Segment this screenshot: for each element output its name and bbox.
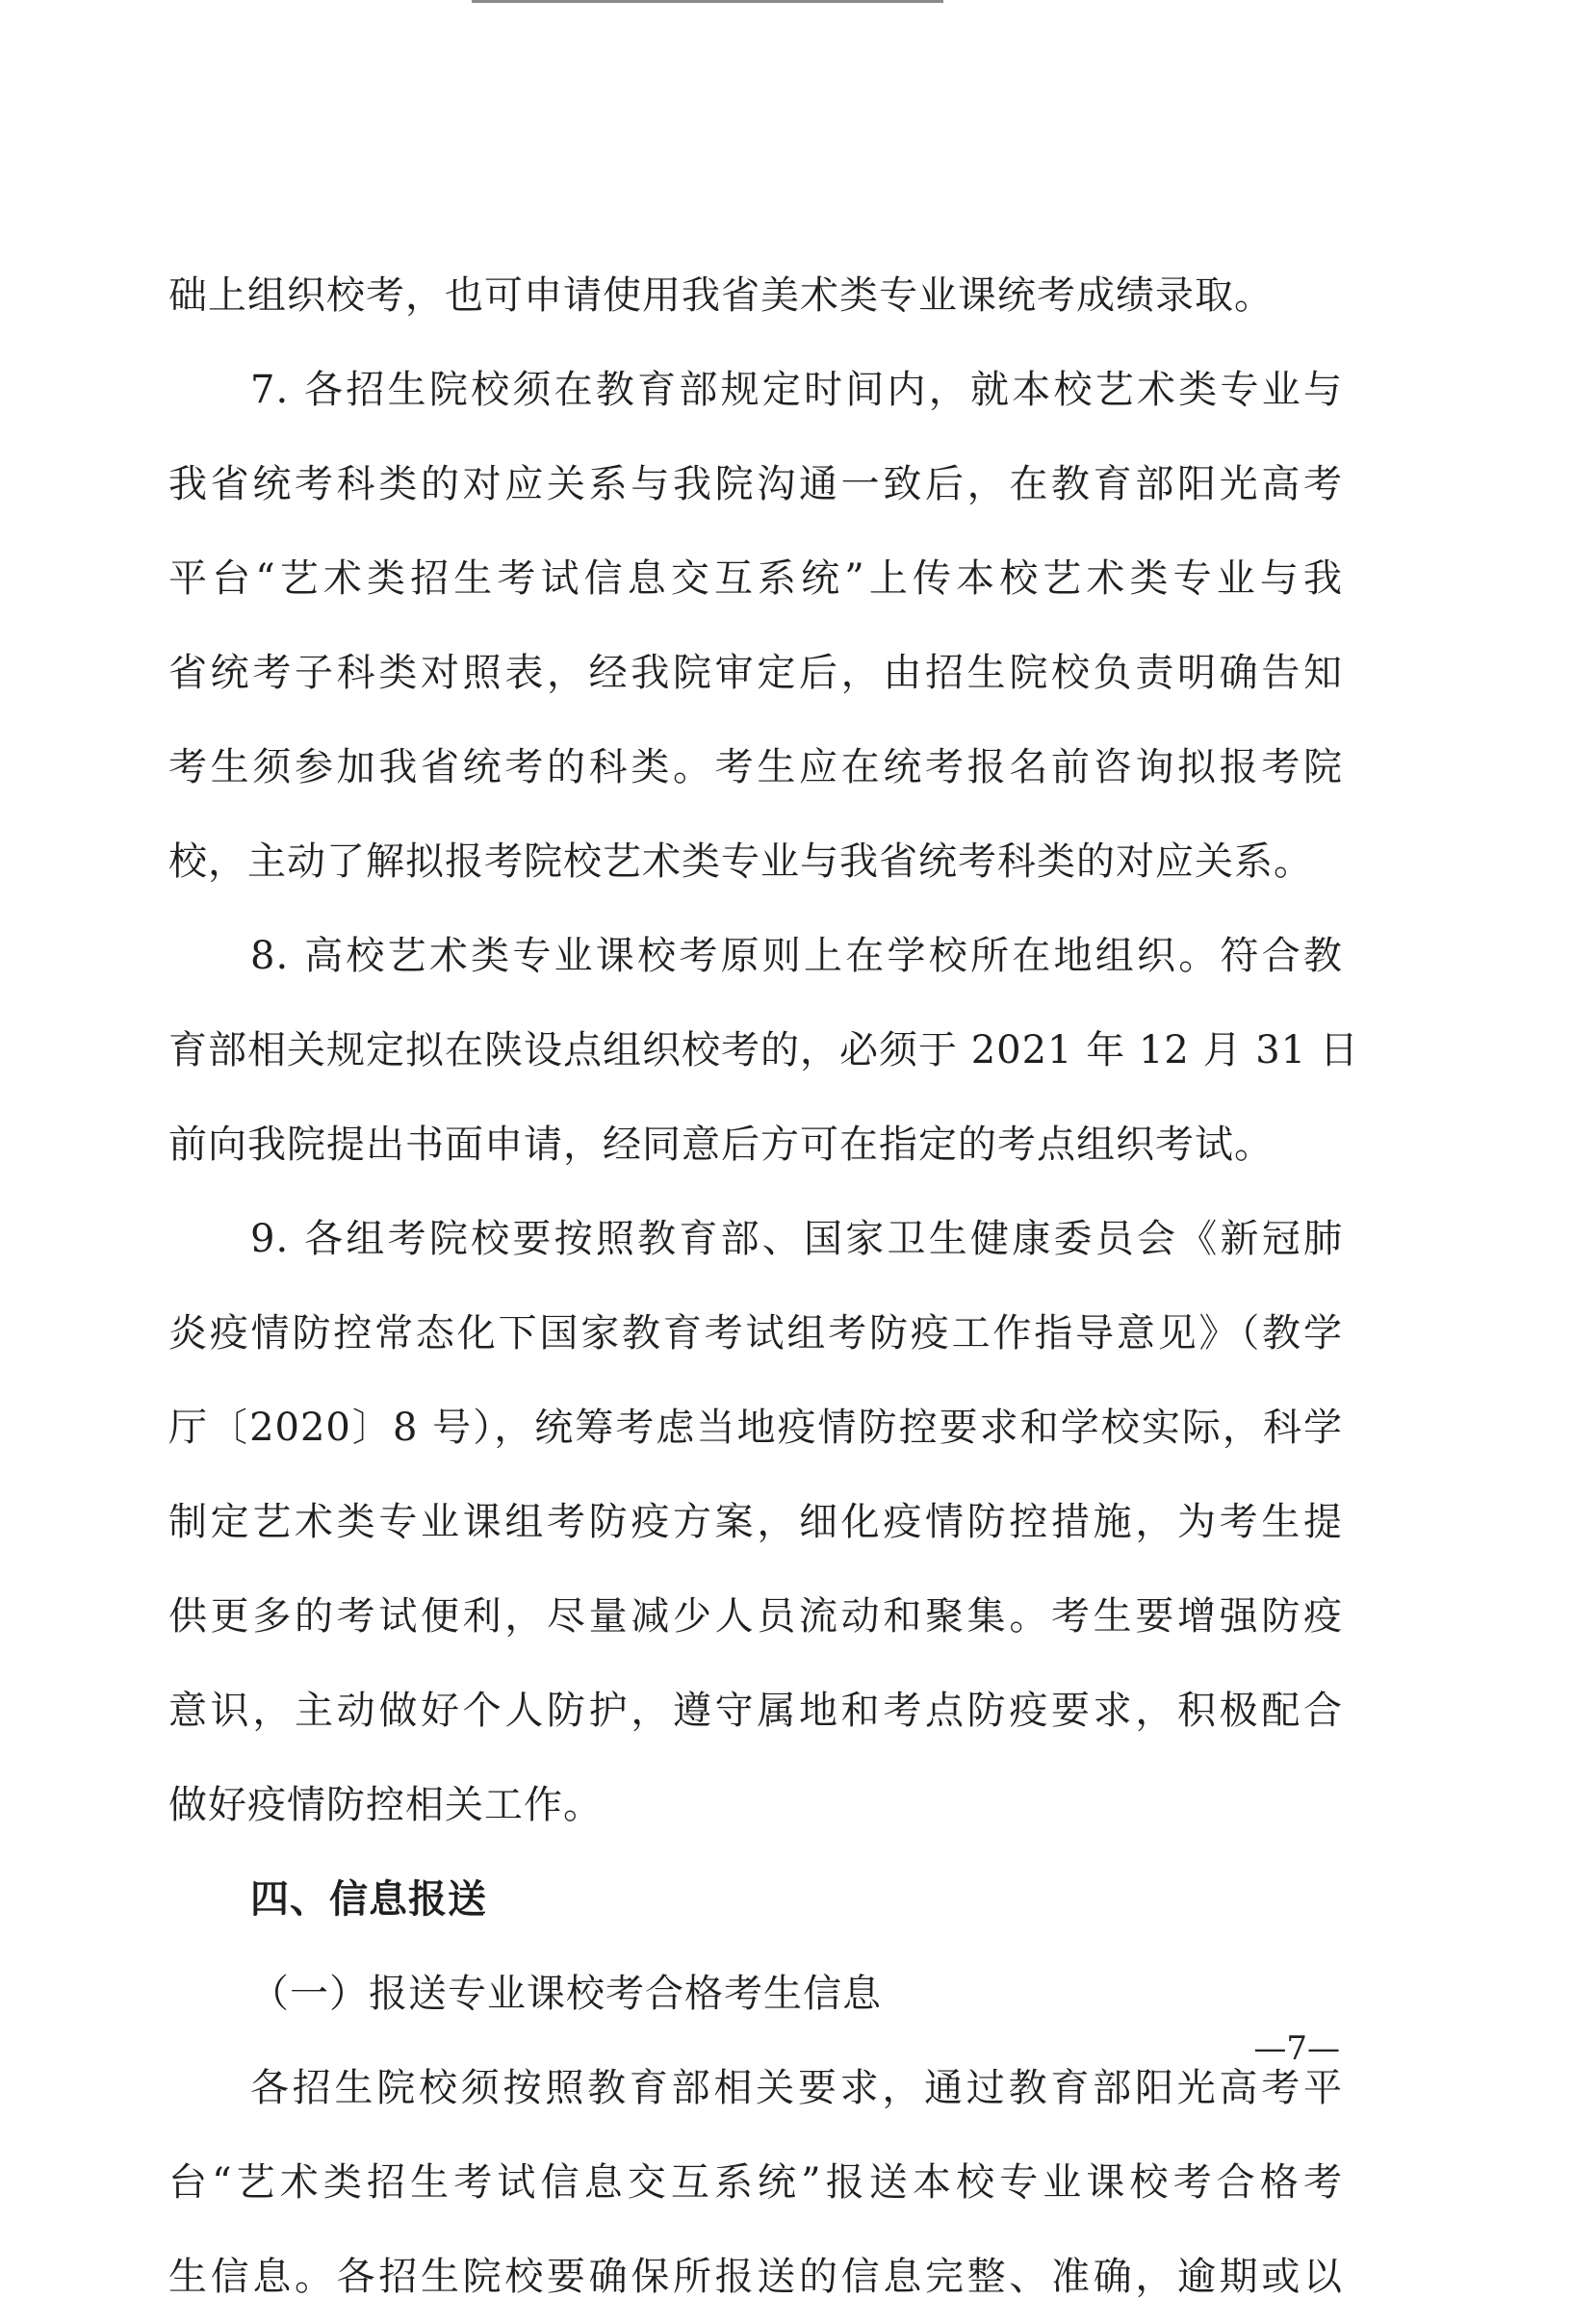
text-line: 炎疫情防控常态化下国家教育考试组考防疫工作指导意见》（教学 <box>168 1311 1343 1356</box>
text-line: 平台“艺术类招生考试信息交互系统”上传本校艺术类专业与我 <box>168 556 1343 601</box>
text-line: 7. 各招生院校须在教育部规定时间内，就本校艺术类专业与 <box>250 368 1343 412</box>
text-line: 生信息。各招生院校要确保所报送的信息完整、准确，逾期或以 <box>168 2255 1343 2299</box>
subsection-heading: （一）报送专业课校考合格考生信息 <box>250 1972 882 2016</box>
paragraph-block-items <box>168 248 1359 1852</box>
text-line: 厅〔2020〕8 号），统筹考虑当地疫情防控要求和学校实际，科学 <box>168 1406 1343 1450</box>
text-line: 考生须参加我省统考的科类。考生应在统考报名前咨询拟报考院 <box>168 745 1343 789</box>
text-line: 校，主动了解拟报考院校艺术类专业与我省统考科类的对应关系。 <box>168 839 1313 884</box>
scan-top-edge <box>472 0 943 3</box>
text-line: 意识，主动做好个人防护，遵守属地和考点防疫要求，积极配合 <box>168 1689 1343 1733</box>
text-line: 8. 高校艺术类专业课校考原则上在学校所在地组织。符合教 <box>250 934 1343 978</box>
text-line: 我省统考科类的对应关系与我院沟通一致后，在教育部阳光高考 <box>168 462 1343 506</box>
text-line: 各招生院校须按照教育部相关要求，通过教育部阳光高考平 <box>250 2066 1343 2110</box>
section-heading: 四、信息报送 <box>250 1877 487 1922</box>
text-line: 制定艺术类专业课组考防疫方案，细化疫情防控措施，为考生提 <box>168 1500 1343 1544</box>
text-line: 9. 各组考院校要按照教育部、国家卫生健康委员会《新冠肺 <box>250 1217 1343 1261</box>
text-line: 前向我院提出书面申请，经同意后方可在指定的考点组织考试。 <box>168 1123 1274 1167</box>
text-line: 础上组织校考，也可申请使用我省美术类专业课统考成绩录取。 <box>168 273 1274 318</box>
text-line: 育部相关规定拟在陕设点组织校考的，必须于 2021 年 12 月 31 日 <box>168 1028 1359 1072</box>
text-line: 做好疫情防控相关工作。 <box>168 1783 603 1827</box>
document-body <box>168 248 1359 2324</box>
text-line: 供更多的考试便利，尽量减少人员流动和聚集。考生要增强防疫 <box>168 1594 1343 1639</box>
text-line: 台“艺术类招生考试信息交互系统”报送本校专业课校考合格考 <box>168 2160 1343 2205</box>
paragraph-block-reporting <box>168 2041 1343 2324</box>
page-number: —7— <box>1253 2029 1340 2068</box>
text-line: 省统考子科类对照表，经我院审定后，由招生院校负责明确告知 <box>168 651 1343 695</box>
